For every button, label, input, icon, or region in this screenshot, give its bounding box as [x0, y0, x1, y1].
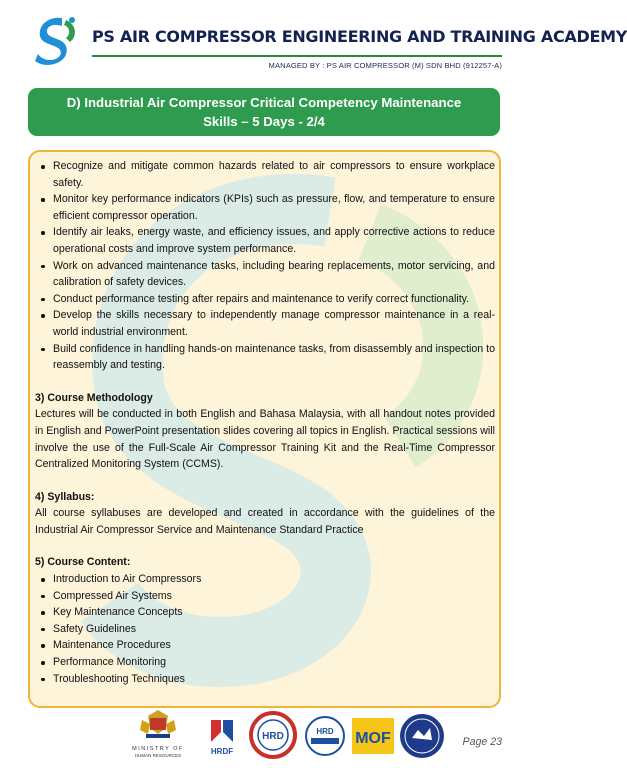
list-item: Work on advanced maintenance tasks, including bearing replacements, motor servicing, and calibration of safety devices.: [35, 258, 495, 291]
hrd-corp-registered-badge: [248, 710, 298, 760]
syllabus-heading: 4) Syllabus:: [35, 490, 95, 503]
list-item: Compressed Air Systems: [35, 588, 495, 605]
list-item: Maintenance Procedures: [35, 637, 495, 654]
syllabus-text: All course syllabuses are developed and created in accordance with the guidelines of the Industrial Air Compressor Service and Maintenance Standard Practice: [35, 507, 495, 536]
mof-logo: [352, 718, 394, 754]
course-content-heading: 5) Course Content:: [35, 556, 131, 569]
ministry-label-line-2: HUMAN RESOURCES: [134, 753, 182, 758]
list-item: Build confidence in handling hands-on maintenance tasks, from disassembly and inspection to reassembly and testing.: [35, 341, 495, 374]
mof-label: MOF: [355, 730, 391, 747]
hrd-corp-label: HRD: [316, 727, 334, 736]
managed-by-text: MANAGED BY : PS AIR COMPRESSOR (M) SDN BHD (912257-A): [268, 61, 502, 70]
hrdf-label: HRDF: [210, 747, 234, 756]
academy-title: PS AIR COMPRESSOR ENGINEERING AND TRAINING ACADEMY: [92, 27, 627, 46]
list-item: Safety Guidelines: [35, 621, 495, 638]
hrd-corp-label: HRD: [262, 731, 284, 742]
list-item: Recognize and mitigate common hazards related to air compressors to ensure workplace safety.: [35, 158, 495, 191]
list-item: Performance Monitoring: [35, 654, 495, 671]
page-number: Page 23: [462, 736, 502, 748]
page-header: [0, 0, 627, 80]
banner-title-line-1: D) Industrial Air Compressor Critical Competency Maintenance: [66, 95, 462, 110]
header-divider: [92, 55, 502, 57]
course-content-list: [35, 571, 495, 687]
list-item: Identify air leaks, energy waste, and efficiency issues, and apply corrective actions to reduce operational costs and improve system performance.: [35, 224, 495, 257]
methodology-text: Lectures will be conducted in both English and Bahasa Malaysia, with all handout notes provided in English and PowerPoint presentation slides covering all topics in English. Practical sessions will involve the use of the Full-Scale Air Compressor Training Kit and the Real-Time Compressor Centralized Monitoring System (CCMS).: [35, 408, 495, 471]
list-item: Introduction to Air Compressors: [35, 571, 495, 588]
page-footer: [0, 706, 542, 768]
list-item: Conduct performance testing after repairs and maintenance to verify correct functionality.: [35, 291, 495, 308]
ministry-of-human-resources-logo: [128, 706, 188, 762]
company-seal-logo: [398, 712, 446, 760]
objectives-list: [35, 158, 495, 374]
list-item: Troubleshooting Techniques: [35, 671, 495, 688]
list-item: Key Maintenance Concepts: [35, 604, 495, 621]
list-item: Develop the skills necessary to independently manage compressor maintenance in a real-world industrial environment.: [35, 307, 495, 340]
academy-logo: [32, 14, 78, 66]
hrdf-logo: [207, 716, 237, 756]
ministry-label-line-1: MINISTRY OF: [132, 746, 184, 752]
banner-title-line-2: Skills – 5 Days - 2/4: [203, 114, 325, 129]
list-item: Monitor key performance indicators (KPIs) such as pressure, flow, and temperature to ensure efficient compressor operation.: [35, 191, 495, 224]
methodology-heading: 3) Course Methodology: [35, 391, 153, 404]
content-box: [28, 150, 501, 708]
section-banner: [28, 88, 500, 136]
hrd-corp-claimable-badge: [303, 714, 347, 758]
